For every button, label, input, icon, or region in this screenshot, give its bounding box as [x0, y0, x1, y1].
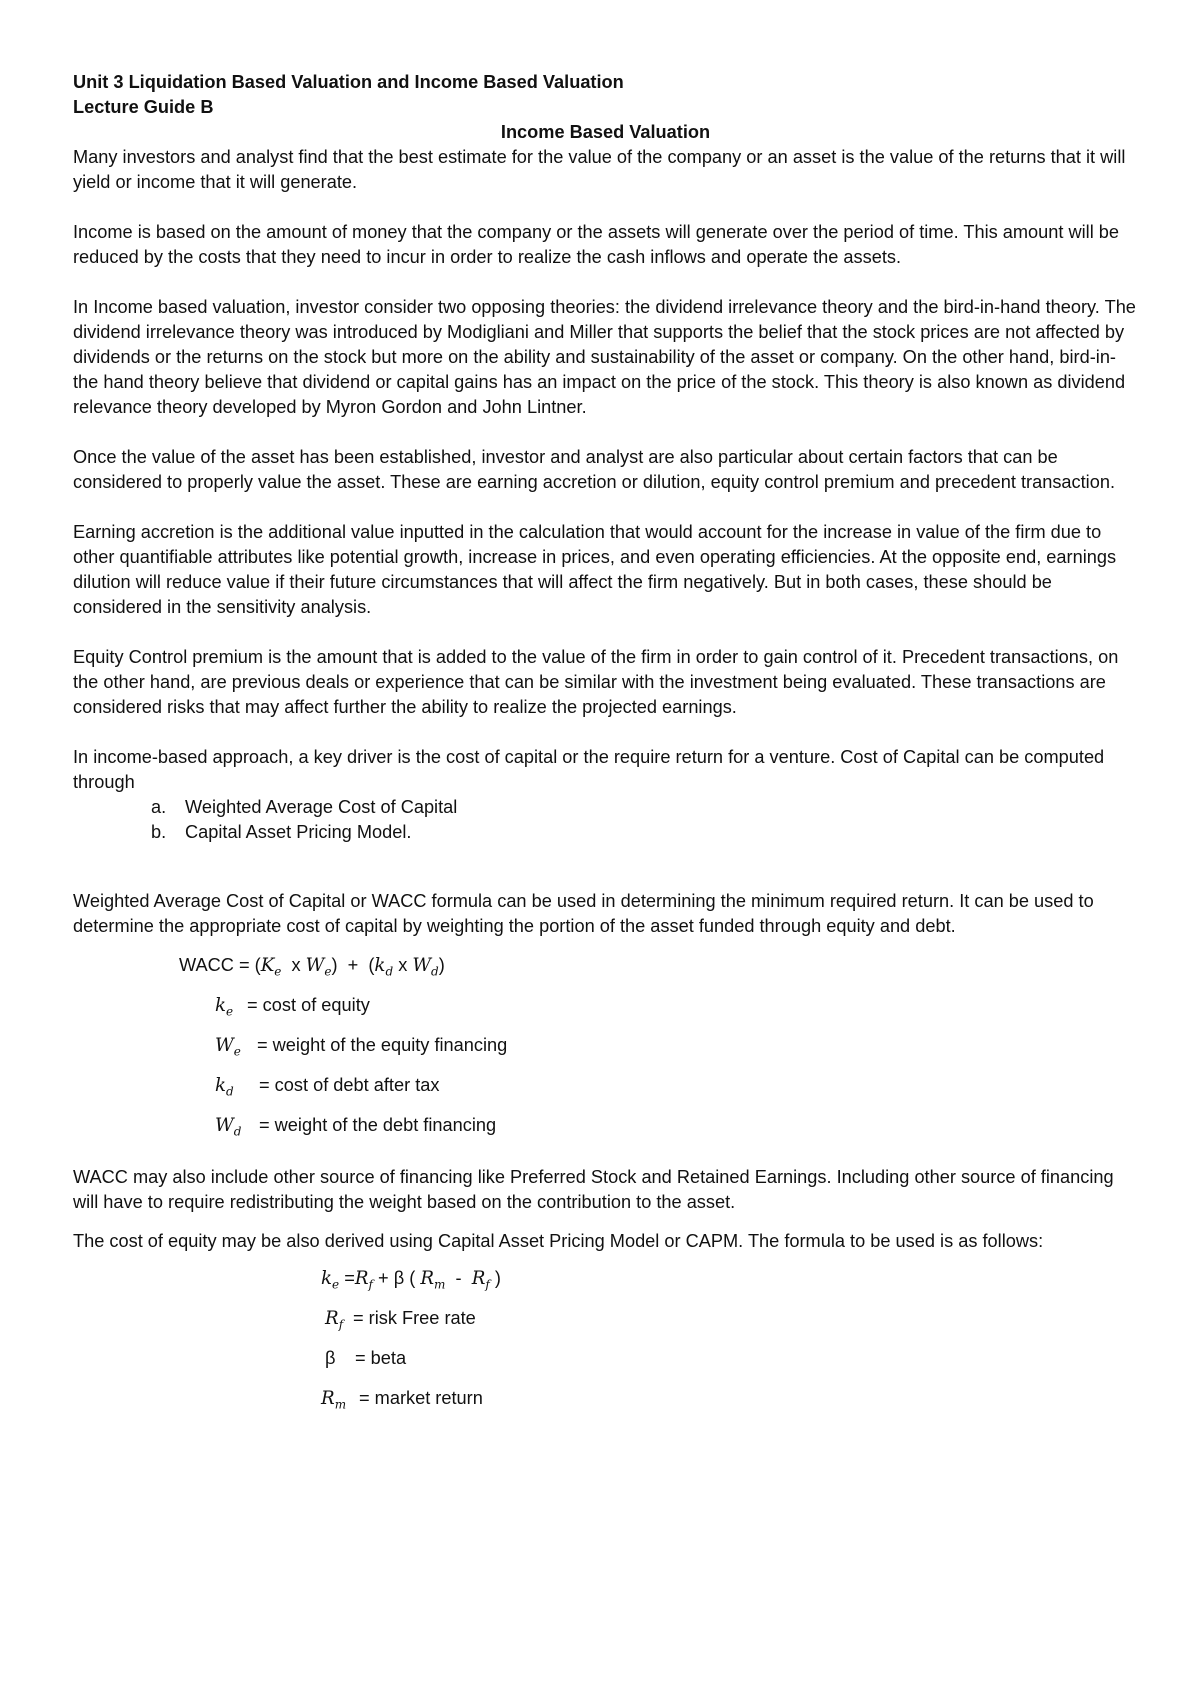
- list-item-text: Weighted Average Cost of Capital: [185, 797, 458, 817]
- section-heading: Income Based Valuation: [500, 122, 711, 142]
- paragraph-cost-of-capital: In income-based approach, a key driver is the cost of capital or the require return for a venture. Cost of Capital can be computed through: [73, 747, 1105, 792]
- capm-def-beta: β = beta: [325, 1348, 407, 1368]
- paragraph-equity-control: Equity Control premium is the amount that is added to the value of the firm in order to gain control of it. Precedent transactions, on the other hand, are previous deals or experience that can be similar with the investment being evaluated. These transactions are considered risks that may affect further the ability to realize the projected earnings.: [73, 647, 1119, 717]
- paragraph-intro: Many investors and analyst find that the best estimate for the value of the company or an asset is the value of the returns that it will yield or income that it will generate.: [73, 147, 1126, 192]
- list-item: [73, 820, 1138, 845]
- wacc-def-kd: $k_d = \cos t$ of debt after tax: [215, 1075, 440, 1099]
- paragraph-capm-intro: The cost of equity may be also derived using Capital Asset Pricing Model or CAPM. The formula to be used is as follows:: [73, 1231, 1044, 1251]
- paragraph-income-definition: Income is based on the amount of money that the company or the assets will generate over the period of time. This amount will be reduced by the costs that they need to incur in order to realize the cash inflows and operate the assets.: [73, 222, 1120, 267]
- document-page: [73, 70, 1138, 1436]
- list-marker: a.: [151, 797, 167, 817]
- paragraph-dividend-theories: In Income based valuation, investor consider two opposing theories: the dividend irrelevance theory and the bird-in-hand theory. The dividend irrelevance theory was introduced by Modigliani and Miller that supports the belief that the stock prices are not affected by dividends or the returns on the stock but more on the ability and sustainability of the asset or company. On the other hand, bird-in-the hand theory believe that dividend or capital gains has an impact on the price of the stock. This theory is also known as dividend relevance theory developed by Myron Gordon and John Lintner.: [73, 297, 1136, 417]
- capm-formula-block: [73, 1266, 1138, 1436]
- wacc-def-ke: $k_e = \cos t$ of equity: [215, 995, 370, 1019]
- paragraph-wacc-other-sources: WACC may also include other source of financing like Preferred Stock and Retained Earnings. Including other source of financing will have to require redistributing the weight based on the contribution to the asset.: [73, 1167, 1114, 1212]
- wacc-def-we: $W_e$ = weight of the equity financing: [215, 1035, 508, 1059]
- capm-formula: $k_e =R_f + \beta$ ( $R_m - R_f$ ): [321, 1268, 501, 1292]
- wacc-formula-block: [73, 953, 1138, 1153]
- wacc-def-wd: $W_d$ = weight of the debt financing: [215, 1115, 497, 1139]
- list-item: [73, 795, 1138, 820]
- paragraph-wacc-intro: Weighted Average Cost of Capital or WACC formula can be used in determining the minimum required return. It can be used to determine the appropriate cost of capital by weighting the portion of the asset funded through equity and debt.: [73, 891, 1094, 936]
- wacc-formula: WACC = ($K_e$ x $W_e) + (k_d$ x $W_d$): [179, 955, 445, 979]
- cost-of-capital-list: [73, 795, 1138, 845]
- paragraph-valuation-factors: Once the value of the asset has been established, investor and analyst are also particular about certain factors that can be considered to properly value the asset. These are earning accretion or dilution, equity control premium and precedent transaction.: [73, 447, 1115, 492]
- capm-def-rm: $R_m$ = market return: [321, 1388, 483, 1412]
- list-item-text: Capital Asset Pricing Model.: [185, 822, 412, 842]
- capm-def-rf: $R_f$ = risk Free rate: [325, 1308, 476, 1332]
- list-marker: b.: [151, 822, 167, 842]
- document-subtitle: Lecture Guide B: [73, 97, 214, 117]
- document-title: Unit 3 Liquidation Based Valuation and Income Based Valuation: [73, 72, 624, 92]
- paragraph-earning-accretion: Earning accretion is the additional value inputted in the calculation that would account for the increase in value of the firm due to other quantifiable attributes like potential growth, increase in prices, and even operating efficiencies. At the opposite end, earnings dilution will reduce value if their future circumstances that will affect the firm negatively. But in both cases, these should be considered in the sensitivity analysis.: [73, 522, 1117, 617]
